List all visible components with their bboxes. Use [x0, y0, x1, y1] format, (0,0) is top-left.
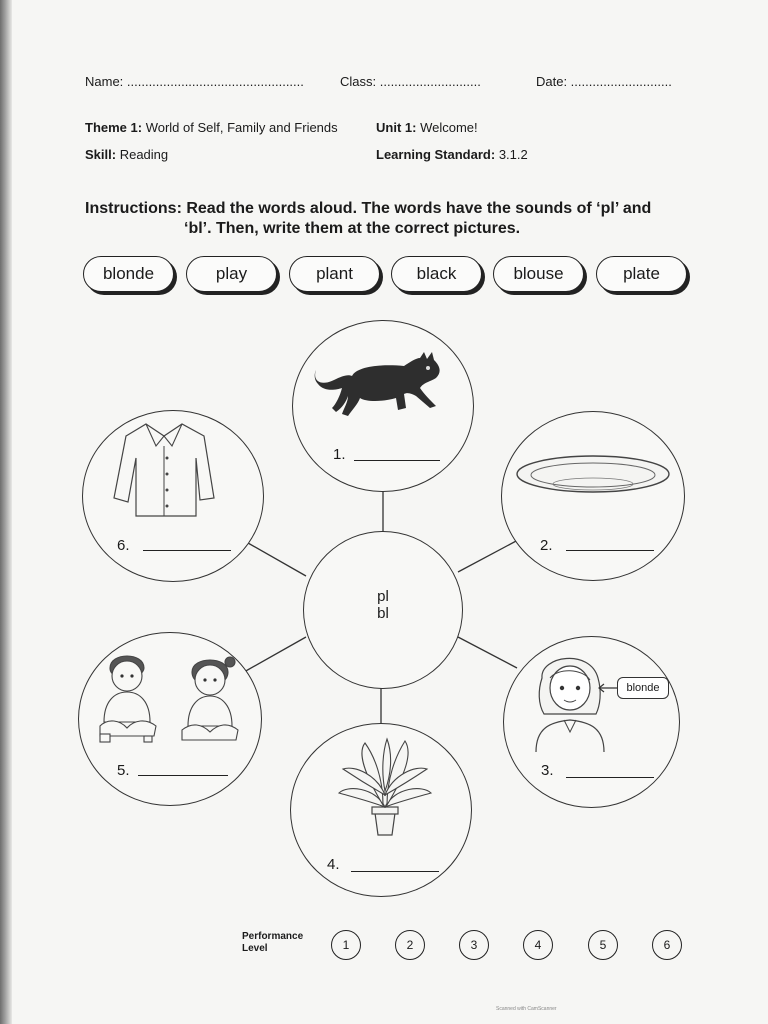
standard-key: Learning Standard:	[376, 147, 496, 162]
answer-blank-4[interactable]	[351, 871, 439, 872]
instructions-line-1: Instructions: Read the words aloud. The words have the sounds of ‘pl’ and	[85, 200, 652, 217]
plant-icon	[335, 735, 435, 839]
word-pill-blonde: blonde	[83, 256, 174, 292]
performance-level-6[interactable]: 6	[652, 930, 682, 960]
performance-level-3[interactable]: 3	[459, 930, 489, 960]
unit-value: Welcome!	[420, 120, 478, 135]
answer-blank-6[interactable]	[143, 550, 231, 551]
word-pill-plant: plant	[289, 256, 380, 292]
class-field-label: Class: ............................	[340, 74, 481, 89]
picture-number-2: 2.	[540, 537, 553, 554]
picture-number-4: 4.	[327, 856, 340, 873]
performance-level-1[interactable]: 1	[331, 930, 361, 960]
word-pill-black: black	[391, 256, 482, 292]
picture-number-3: 3.	[541, 762, 554, 779]
theme-key: Theme 1:	[85, 120, 143, 135]
center-sound-bl: bl	[377, 605, 389, 622]
word-pill-play: play	[186, 256, 277, 292]
performance-level-4[interactable]: 4	[523, 930, 553, 960]
picture-number-1: 1.	[333, 446, 346, 463]
answer-blank-3[interactable]	[566, 777, 654, 778]
performance-label-line-2: Level	[242, 943, 268, 954]
skill-value: Reading	[119, 147, 169, 162]
performance-level-2[interactable]: 2	[395, 930, 425, 960]
center-circle	[303, 531, 463, 689]
cat-icon	[312, 348, 447, 423]
picture-number-6: 6.	[117, 537, 130, 554]
word-pill-plate: plate	[596, 256, 687, 292]
answer-blank-5[interactable]	[138, 775, 228, 776]
word-pill-blouse: blouse	[493, 256, 584, 292]
performance-level-5[interactable]: 5	[588, 930, 618, 960]
standard-value: 3.1.2	[498, 147, 528, 162]
performance-label-line-1: Performance	[242, 931, 304, 942]
date-field-label: Date: ............................	[536, 74, 672, 89]
scanner-footer-note: Scanned with CamScanner	[496, 1006, 557, 1012]
children-playing-icon	[96, 650, 248, 746]
blouse-icon	[112, 418, 218, 518]
girl-icon	[530, 648, 610, 752]
center-sound-pl: pl	[377, 588, 389, 605]
picture-number-5: 5.	[117, 762, 130, 779]
skill-key: Skill:	[85, 147, 117, 162]
performance-level-label	[242, 931, 303, 955]
theme-value: World of Self, Family and Friends	[145, 120, 338, 135]
answer-blank-2[interactable]	[566, 550, 654, 551]
instructions-line-2: ‘bl’. Then, write them at the correct pictures.	[184, 220, 521, 237]
name-field-label: Name: .................................................	[85, 74, 304, 89]
answer-blank-1[interactable]	[354, 460, 440, 461]
unit-key: Unit 1:	[376, 120, 417, 135]
plate-icon	[514, 450, 672, 500]
blonde-label-tag: blonde	[617, 677, 669, 699]
